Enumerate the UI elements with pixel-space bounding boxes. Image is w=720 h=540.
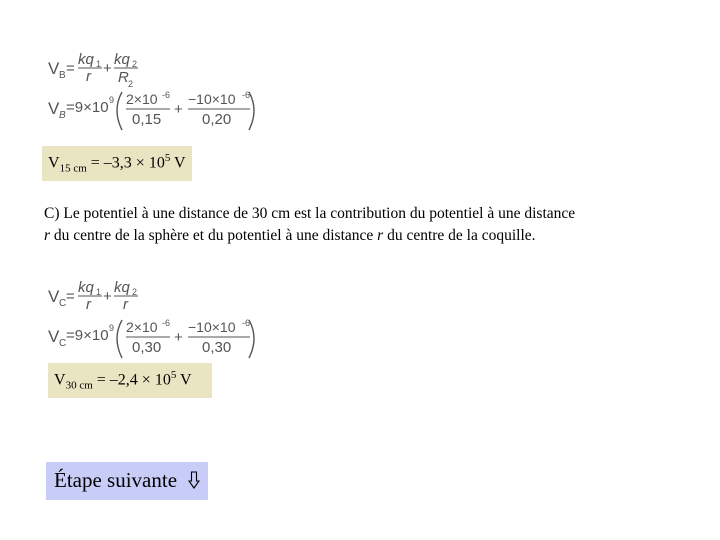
formula-vb2-t2-exp: -6 <box>242 90 251 100</box>
formula-vb-den2-sub: 2 <box>128 79 134 89</box>
formula-vb2-t2-num: −10×10 <box>188 91 236 107</box>
formula-vb2-eq: =9×10 <box>66 99 109 116</box>
formula-vb-eq: = <box>66 60 75 77</box>
result-v15-exp: 5 <box>164 152 171 164</box>
formula-vc2-t1-den: 0,30 <box>132 339 162 356</box>
formula-vb2-t1-num: 2×10 <box>126 91 158 107</box>
paragraph-c-r2: r <box>377 227 384 244</box>
formula-vc2-t1-num: 2×10 <box>126 319 158 335</box>
formula-vc <box>46 276 266 362</box>
formula-vc2-t2-num: −10×10 <box>188 319 236 335</box>
formula-vc2-lhs: V <box>48 327 60 346</box>
formula-vb2-t1-den: 0,15 <box>132 111 162 128</box>
formula-vc2-eq: =9×10 <box>66 327 109 344</box>
paragraph-c <box>44 203 584 247</box>
formula-vc-den2: r <box>123 296 128 313</box>
formula-vc-plus: + <box>103 288 112 305</box>
formula-vc-eq: = <box>66 288 75 305</box>
formula-vb-lhs: V <box>48 59 60 78</box>
formula-vb <box>46 48 266 134</box>
formula-vb-num1: kq <box>78 51 94 68</box>
formula-vb2-lhs-sub: B <box>59 110 66 121</box>
paragraph-c-text-2: du centre de la sphère et du potentiel à une distance <box>50 227 378 244</box>
formula-vc-num2-sub: 2 <box>132 287 138 297</box>
result-v15-eq: = –3,3 × 10 <box>86 154 165 172</box>
formula-vb-num2-sub: 2 <box>132 59 138 69</box>
result-v15-unit: V <box>170 154 186 172</box>
formula-vb-lhs-sub: B <box>59 70 66 81</box>
formula-vb-num1-sub: 1 <box>96 59 102 69</box>
formula-vb-den2: R <box>118 69 129 86</box>
result-v30-unit: V <box>176 371 192 389</box>
result-v30-exp: 5 <box>170 369 177 381</box>
formula-vb-plus: + <box>103 60 112 77</box>
paragraph-c-text-3: du centre de la coquille. <box>383 227 536 244</box>
result-v15-symbol: V <box>48 154 60 172</box>
paragraph-c-r1: r <box>44 227 51 244</box>
formula-vc-lhs-sub: C <box>59 298 67 309</box>
next-step-button[interactable] <box>46 462 208 500</box>
formula-vc2-t1-exp: -6 <box>162 318 171 328</box>
formula-vc2-exp: 9 <box>109 323 115 333</box>
result-v30 <box>48 363 212 398</box>
result-v15 <box>42 146 192 181</box>
formula-vb2-t2-den: 0,20 <box>202 111 232 128</box>
formula-vb-den1: r <box>86 68 91 85</box>
formula-vc2-t2-exp: -6 <box>242 318 251 328</box>
left-paren <box>117 92 122 130</box>
formula-vc-num1: kq <box>78 279 94 296</box>
formula-vb-num2: kq <box>114 51 130 68</box>
formula-vc-num2: kq <box>114 279 130 296</box>
formula-vc2-plus: + <box>174 329 183 346</box>
result-v30-sub: 30 cm <box>65 379 93 392</box>
formula-vc2-t2-den: 0,30 <box>202 339 232 356</box>
result-v15-sub: 15 cm <box>59 162 87 175</box>
formula-vb2-exp: 9 <box>109 95 115 105</box>
paragraph-c-text-1: C) Le potentiel à une distance de 30 cm est la contribution du potentiel à une distance <box>44 205 576 222</box>
formula-vb2-plus: + <box>174 101 183 118</box>
formula-vc-den1: r <box>86 296 91 313</box>
formula-vb2-t1-exp: -6 <box>162 90 171 100</box>
left-paren <box>117 320 122 358</box>
formula-vc2-lhs-sub: C <box>59 338 67 349</box>
formula-vb2-lhs: V <box>48 99 60 118</box>
result-v30-symbol: V <box>54 371 66 389</box>
formula-vc-num1-sub: 1 <box>96 287 102 297</box>
next-step-label: Étape suivante <box>54 468 178 492</box>
result-v30-eq: = –2,4 × 10 <box>92 371 171 389</box>
formula-vc-lhs: V <box>48 287 60 306</box>
down-arrow-icon <box>188 464 200 500</box>
